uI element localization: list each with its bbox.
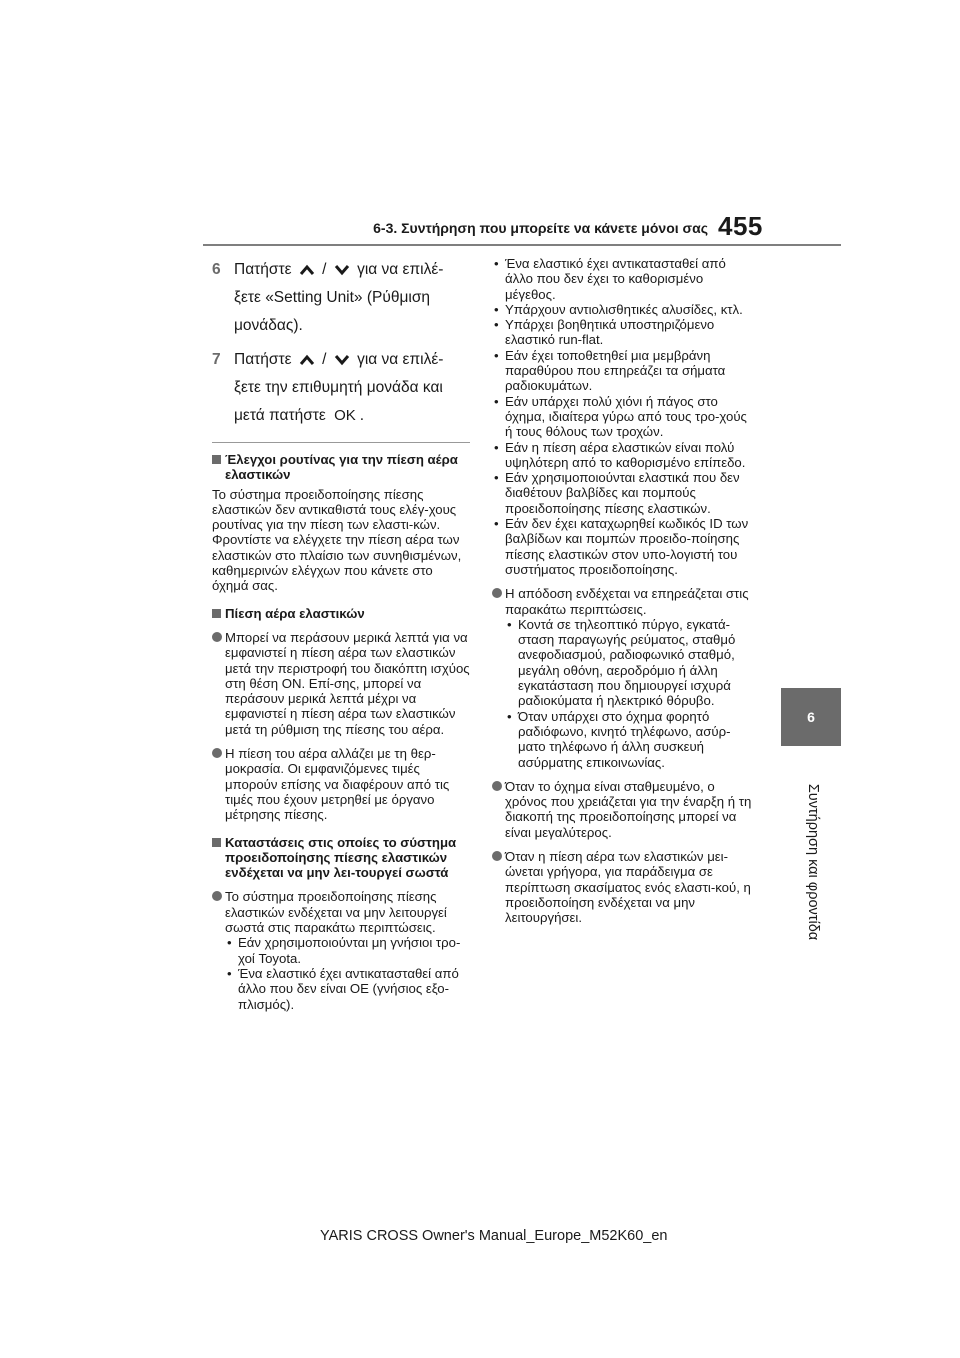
list-item: • Εάν χρησιμοποιούνται μη γνήσιοι τρο-χοί Toyota. xyxy=(225,935,470,966)
ok-button-label: OK xyxy=(334,407,356,424)
step-text: μετά πατήστε xyxy=(234,407,326,424)
step-text: Πατήστε xyxy=(234,261,292,278)
chapter-title: Συντήρηση και φροντίδα xyxy=(805,783,821,941)
step-text: για να επιλέ- xyxy=(357,261,444,278)
separator: / xyxy=(322,351,327,368)
step-number: 7 xyxy=(212,351,221,368)
rapid-loss-note xyxy=(492,849,754,925)
step-text: . xyxy=(359,407,365,424)
circle-bullet-icon xyxy=(492,781,502,791)
section-heading-routine xyxy=(212,452,470,483)
step-number: 6 xyxy=(212,261,221,278)
chapter-tab xyxy=(781,688,841,746)
list-item: • Εάν δεν έχει καταχωρηθεί κωδικός ID των βαλβίδων και πομπών προειδο-ποίησης πίεσης ελαστικών στον υπο-λογιστή του συστήματος προειδοποίησης. xyxy=(492,516,754,577)
routine-paragraph: Το σύστημα προειδοποίησης πίεσης ελαστικών δεν αντικαθιστά τους ελέγ-χους ρουτίνας για την πίεση των ελαστι-κών. Φροντίστε να ελέγχετε την πίεση αέρα των ελαστικών στο πλαίσιο των συνηθισμένων, καθημερινών ελέγχων που κάνετε στο όχημά σας. xyxy=(212,486,462,594)
section-title: 6-3. Συντήρηση που μπορείτε να κάνετε μόνοι σας xyxy=(373,220,708,236)
note-text: Όταν η πίεση αέρα των ελαστικών μει-ώνεται γρήγορα, για παράδειγμα σε περίπτωση σκασίματος ενός ελαστι-κού, η προειδοποίηση ενδέχεται να μην λειτουργήσει. xyxy=(505,848,751,926)
circle-bullet-icon xyxy=(212,632,222,642)
header-rule xyxy=(203,244,841,246)
footer-text: YARIS CROSS Owner's Manual_Europe_M52K60_en xyxy=(320,1228,668,1244)
circle-bullet-icon xyxy=(212,748,222,758)
parked-note xyxy=(492,779,754,840)
list-item: • Εάν υπάρχει πολύ χιόνι ή πάγος στο όχημα, ιδιαίτερα γύρω από τους τρο-χούς ή τους θόλους των τροχών. xyxy=(492,394,754,440)
list-item: • Εάν χρησιμοποιούνται ελαστικά που δεν διαθέτουν βαλβίδες και πομπούς προειδοποίησης πίεσης ελαστικών. xyxy=(492,470,754,516)
square-bullet-icon xyxy=(212,838,221,847)
step-text: μονάδας). xyxy=(234,317,303,334)
heading-text: Καταστάσεις στις οποίες το σύστημα προειδοποίησης πίεσης ελαστικών ενδέχεται να μην λει-τουργεί σωστά xyxy=(225,834,457,881)
section-heading-conditions xyxy=(212,835,470,881)
list-item: • Ένα ελαστικό έχει αντικατασταθεί από άλλο που δεν έχει το καθορισμένο μέγεθος. xyxy=(492,256,754,302)
note-text: Η απόδοση ενδέχεται να επηρεάζεται στις παρακάτω περιπτώσεις. xyxy=(505,586,749,617)
heading-text: Πίεση αέρα ελαστικών xyxy=(225,605,365,621)
list-item: • Υπάρχει βοηθητικά υποστηριζόμενο ελαστικό run-flat. xyxy=(492,317,754,348)
note-text: Όταν το όχημα είναι σταθμευμένο, ο χρόνος που χρειάζεται για την έναρξη ή τη διακοπή της προειδοποίησης μπορεί να είναι μεγαλύτερος. xyxy=(505,778,752,840)
chevron-up-icon xyxy=(299,354,315,366)
list-item: • Όταν υπάρχει στο όχημα φορητό ραδιόφωνο, κινητό τηλέφωνο, ασύρ-ματο τηλέφωνο ή άλλη συσκευή ασύρματης επικοινωνίας. xyxy=(505,709,754,770)
left-column xyxy=(212,256,470,1012)
square-bullet-icon xyxy=(212,455,221,464)
section-heading-pressure xyxy=(212,606,470,621)
conditions-list-left xyxy=(225,935,470,1011)
step-text: ξετε «Setting Unit» (Ρύθμιση xyxy=(234,289,431,306)
section-divider xyxy=(212,442,470,443)
chevron-down-icon xyxy=(334,264,350,276)
separator: / xyxy=(322,261,327,278)
chapter-number: 6 xyxy=(807,709,815,725)
chevron-down-icon xyxy=(334,354,350,366)
pressure-note-1 xyxy=(212,630,470,737)
step-text: Πατήστε xyxy=(234,351,292,368)
note-text: Η πίεση του αέρα αλλάζει με τη θερ-μοκρασία. Οι εμφανιζόμενες τιμές μπορούν επίσης να διαφέρουν από τις τιμές που έχουν μετρηθεί με όργανο μέτρησης πίεσης. xyxy=(225,746,450,823)
right-column xyxy=(492,256,754,925)
conditions-note xyxy=(212,889,470,1011)
list-item: • Εάν έχει τοποθετηθεί μια μεμβράνη παραθύρου που επηρεάζει τα σήματα ραδιοκυμάτων. xyxy=(492,348,754,394)
step-7 xyxy=(212,346,470,430)
list-item: • Υπάρχουν αντιολισθητικές αλυσίδες, κτλ. xyxy=(492,302,754,317)
step-text: για να επιλέ- xyxy=(357,351,444,368)
conditions-list-right xyxy=(492,256,754,577)
pressure-note-2 xyxy=(212,746,470,822)
performance-note xyxy=(492,586,754,770)
list-item: • Κοντά σε τηλεοπτικό πύργο, εγκατά-σταση παραγωγής ρεύματος, σταθμό ανεφοδιασμού, ραδιοφωνικό σταθμό, μεγάλη οθόνη, αεροδρόμιο ή άλλη εγκατάσταση που δημιουργεί ισχυρά ραδιοκύματα ή ηλεκτρικό θόρυβο. xyxy=(505,617,754,709)
circle-bullet-icon xyxy=(492,851,502,861)
step-6 xyxy=(212,256,470,340)
list-item: • Εάν η πίεση αέρα ελαστικών είναι πολύ υψηλότερη από το καθορισμένο επίπεδο. xyxy=(492,440,754,471)
circle-bullet-icon xyxy=(492,588,502,598)
note-text: Το σύστημα προειδοποίησης πίεσης ελαστικών ενδέχεται να μην λειτουργεί σωστά στις παρακάτω περιπτώσεις. xyxy=(225,889,447,936)
circle-bullet-icon xyxy=(212,891,222,901)
list-item: • Ένα ελαστικό έχει αντικατασταθεί από άλλο που δεν είναι OE (γνήσιος εξο-πλισμός). xyxy=(225,966,470,1012)
heading-text: Έλεγχοι ρουτίνας για την πίεση αέρα ελαστικών xyxy=(225,452,458,483)
page-number: 455 xyxy=(718,211,763,241)
square-bullet-icon xyxy=(212,609,221,618)
step-text: ξετε την επιθυμητή μονάδα και xyxy=(234,379,443,396)
chevron-up-icon xyxy=(299,264,315,276)
note-text: Μπορεί να περάσουν μερικά λεπτά για να εμφανιστεί η πίεση αέρα των ελαστικών μετά την περιστροφή του διακόπτη ισχύος στη θέση ON. Επί-σης, μπορεί να περάσουν μερικά λεπτά μέχρι να εμφανιστεί η πίεση αέρα των ελαστικών μετά τη ρύθμιση της πίεσης του αέρα. xyxy=(225,629,470,737)
performance-list xyxy=(505,617,754,770)
